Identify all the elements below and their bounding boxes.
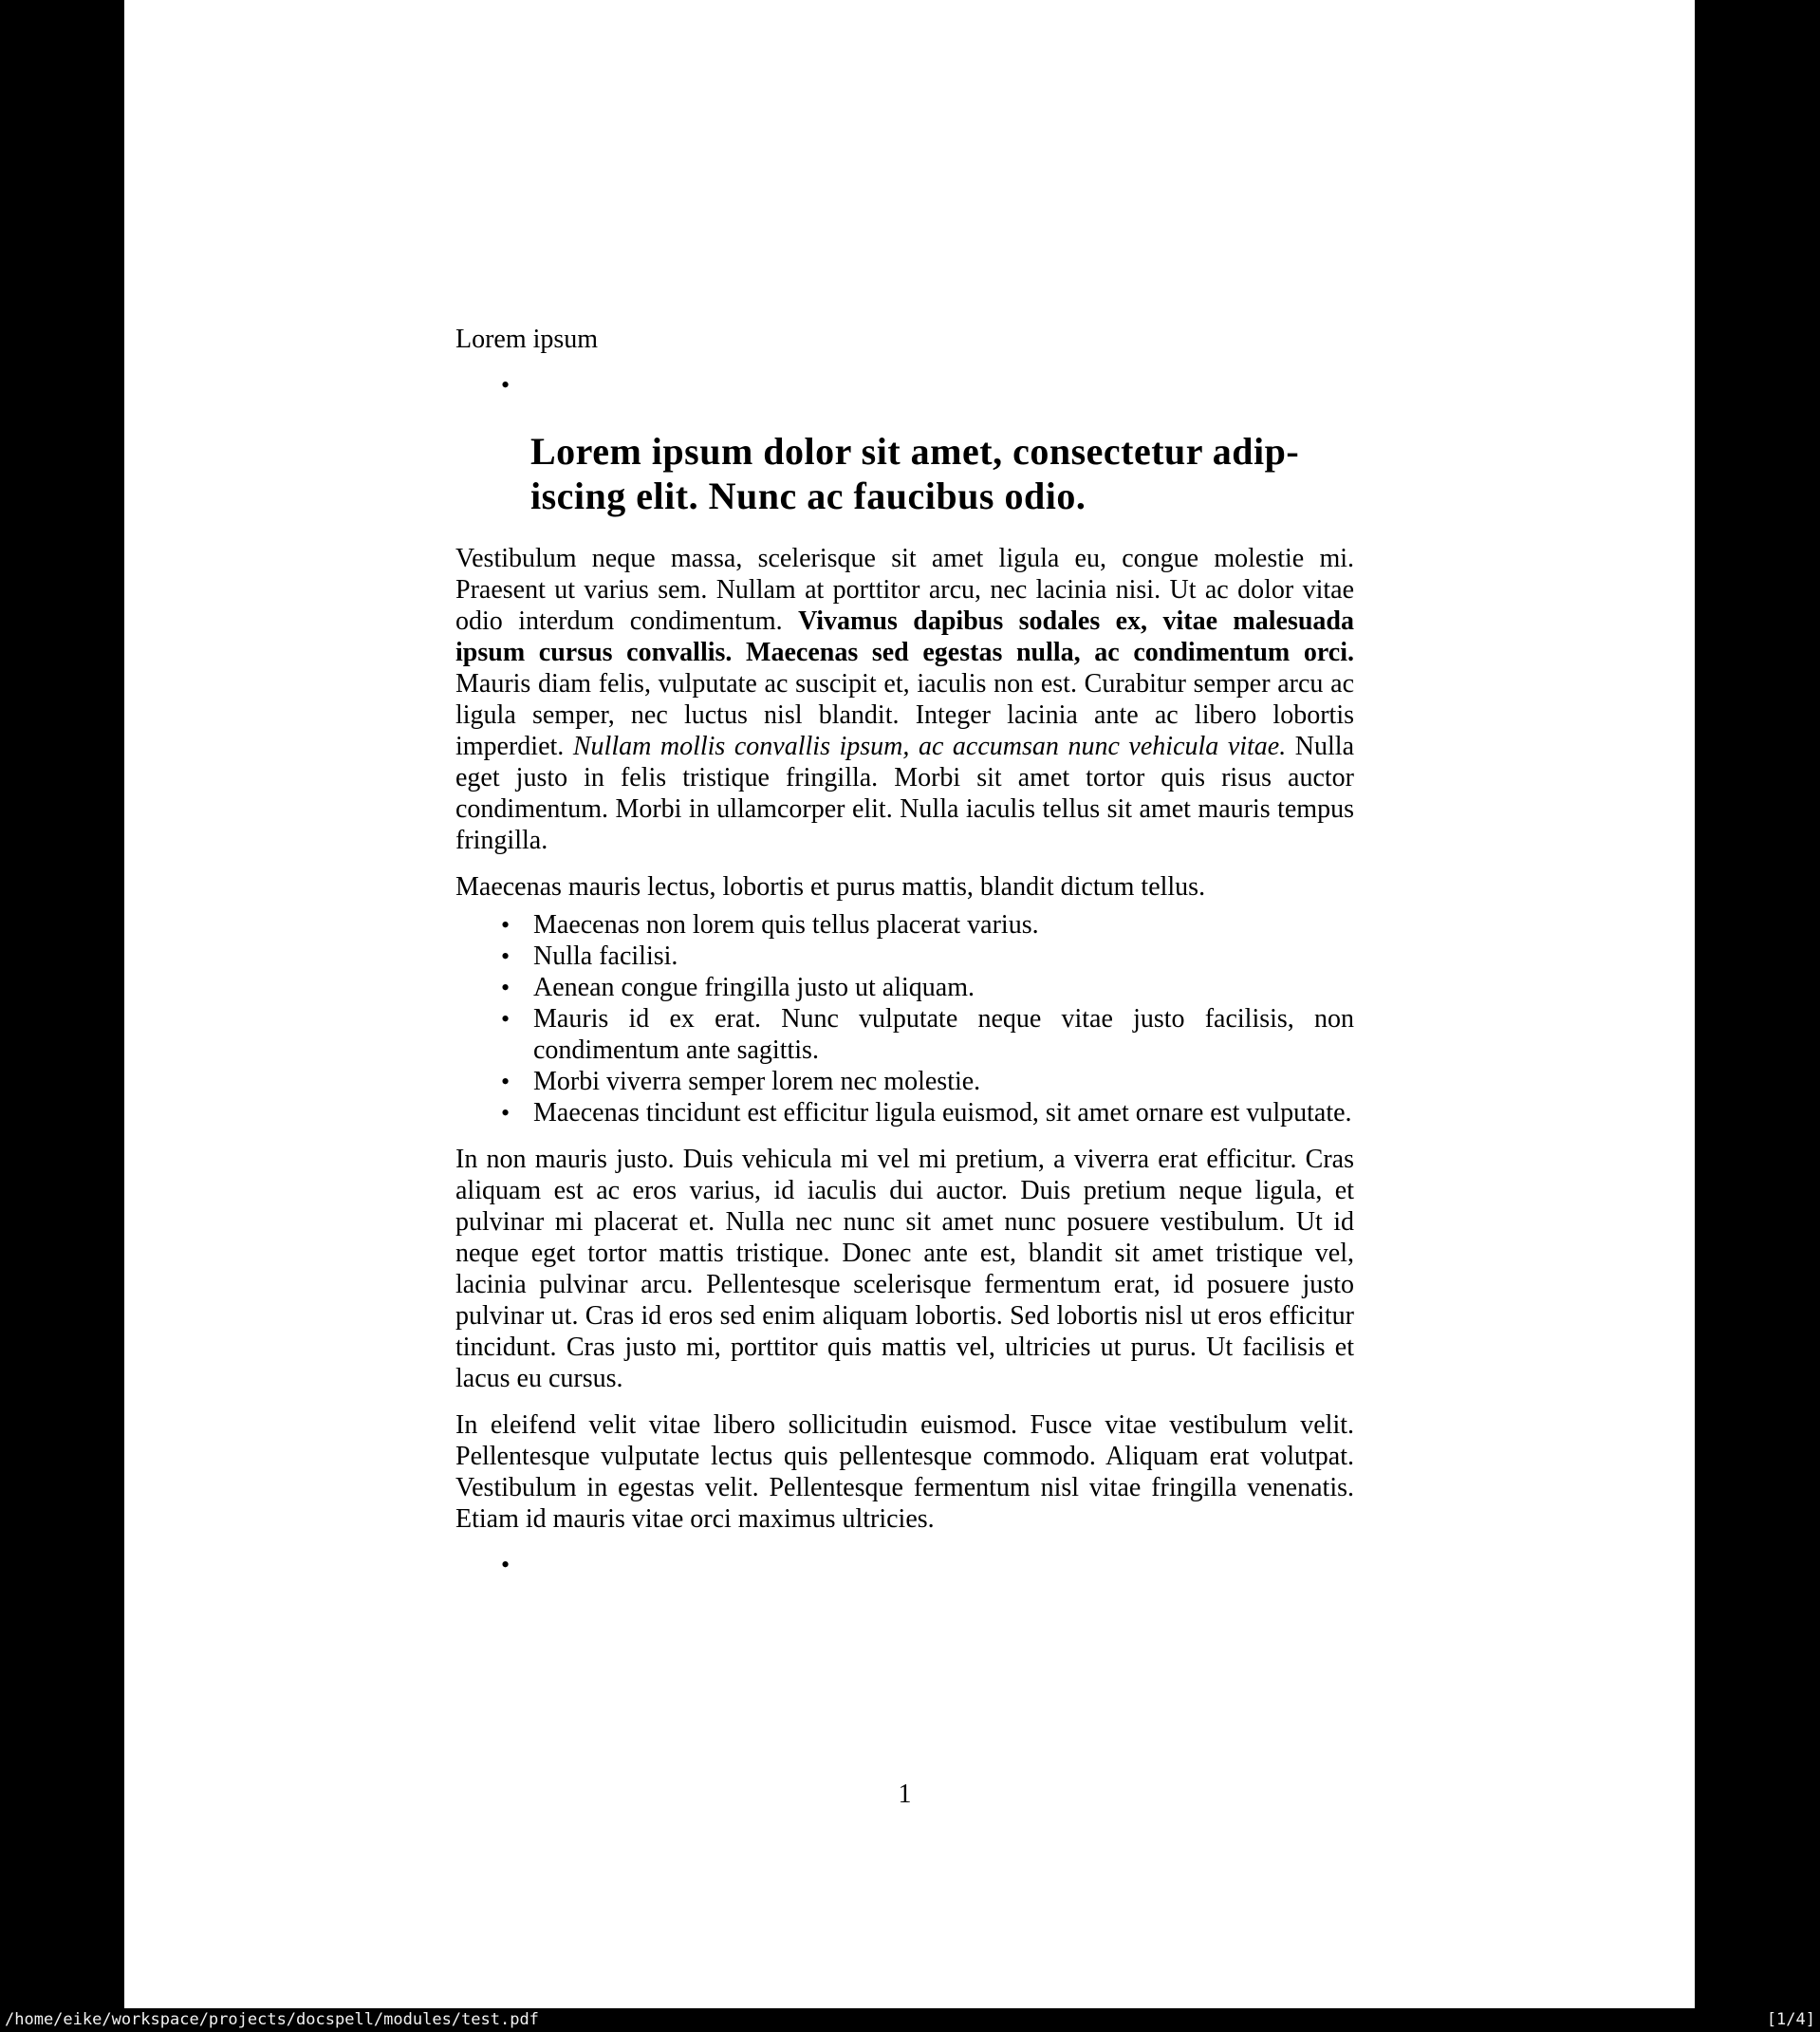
list-item-text: Nulla facilisi. — [533, 941, 678, 971]
bullet-icon: • — [501, 1551, 511, 1578]
bullet-icon: • — [501, 911, 511, 939]
paragraph-2: Maecenas mauris lectus, lobortis et purus mattis, blandit dictum tellus. — [455, 872, 1206, 902]
text-run-normal: Mauris diam felis, vulputate ac suscipit et, iaculis non est. Curabitur semper arcu ac ligula semper, nec luctus nisl blandit. Integer lacinia ante ac libero lobortis imperdiet. — [455, 669, 1354, 761]
list-item-text: Aenean congue fringilla justo ut aliquam. — [533, 973, 975, 1002]
list-item — [455, 972, 1354, 1003]
list-item-text: Mauris id ex erat. Nunc vulputate neque vitae justo facilisis, non condimentum ante sagittis. — [533, 1004, 1354, 1065]
paragraph-3: In non mauris justo. Duis vehicula mi vel mi pretium, a viverra erat efficitur. Cras aliquam est ac eros varius, id iaculis dui auctor. Duis pretium neque ligula, et pulvinar mi placerat et. Nulla nec nunc sit amet nunc posuere vestibulum. Ut id neque eget tortor mattis tristique. Donec ante est, blandit sit amet tristique vel, lacinia pulvinar arcu. Pellentesque scelerisque fermentum erat, id posuere justo pulvinar ut. Cras id eros sed enim aliquam lobortis. Sed lobortis nisl ut eros efficitur tincidunt. Cras justo mi, porttitor quis mattis vel, ultricies ut purus. Ut facilisis et lacus eu cursus. — [455, 1145, 1354, 1393]
bullet-icon: • — [501, 1005, 511, 1033]
list-item — [455, 1097, 1354, 1128]
page-text-block — [455, 0, 1354, 1580]
list-item — [455, 941, 1354, 972]
empty-list-item — [455, 369, 1354, 401]
pdf-page[interactable] — [124, 0, 1695, 2008]
statusbar — [0, 2008, 1820, 2032]
list-item — [455, 909, 1354, 941]
intro-line: Lorem ipsum — [455, 325, 599, 354]
paragraph-4: In eleifend velit vitae libero sollicitudin euismod. Fusce vitae vestibulum velit. Pellentesque vulputate lectus quis pellentesque commodo. Aliquam erat volutpat. Vestibulum in egestas velit. Pellentesque fermentum nisl vitae fringilla venenatis. Etiam id mauris vitae orci maximus ultricies. — [455, 1410, 1354, 1534]
text-run-bold: Vivamus dapibus sodales ex, vitae malesuada ipsum cursus convallis. Maecenas sed egestas nulla, ac condimentum orci. — [455, 606, 1354, 667]
statusbar-page-indicator: [1/4] — [1766, 2010, 1815, 2029]
statusbar-file-path: /home/eike/workspace/projects/docspell/modules/test.pdf — [5, 2010, 539, 2029]
text-run-normal: Nulla eget justo in felis tristique fringilla. Morbi sit amet tortor quis risus auctor condimentum. Morbi in ullamcorper elit. Nulla iaculis tellus sit amet mauris tempus fringilla. — [455, 732, 1355, 855]
list-item-text: Morbi viverra semper lorem nec molestie. — [533, 1067, 981, 1096]
text-run-italic: Nullam mollis convallis ipsum, ac accumsan nunc vehicula vitae. — [572, 732, 1287, 761]
paragraph-1 — [455, 543, 1354, 856]
bullet-icon: • — [501, 1099, 511, 1127]
list-item-text: Maecenas tincidunt est efficitur ligula euismod, sit amet ornare est vulputate. — [533, 1098, 1352, 1128]
bullet-icon: • — [501, 371, 511, 399]
bullet-icon: • — [501, 1068, 511, 1095]
section-heading-line: Lorem ipsum dolor sit amet, consectetur adip- — [530, 430, 1300, 473]
list-item — [455, 1066, 1354, 1097]
section-heading-line: iscing elit. Nunc ac faucibus odio. — [530, 475, 1086, 517]
list-item — [455, 1003, 1354, 1066]
section-heading — [530, 429, 1354, 518]
text-run-normal: Vestibulum neque massa, scelerisque sit amet ligula eu, congue molestie mi. Praesent ut varius sem. Nullam at porttitor arcu, nec lacinia nisi. Ut ac dolor vitae odio interdum condimentum. — [455, 544, 1354, 636]
bullet-icon: • — [501, 942, 511, 970]
list-item-text: Maecenas non lorem quis tellus placerat varius. — [533, 910, 1039, 940]
bullet-icon: • — [501, 974, 511, 1001]
bullet-list — [455, 909, 1354, 1128]
page-number: 1 — [898, 1780, 912, 1809]
empty-list-item-trailing — [455, 1549, 1354, 1580]
